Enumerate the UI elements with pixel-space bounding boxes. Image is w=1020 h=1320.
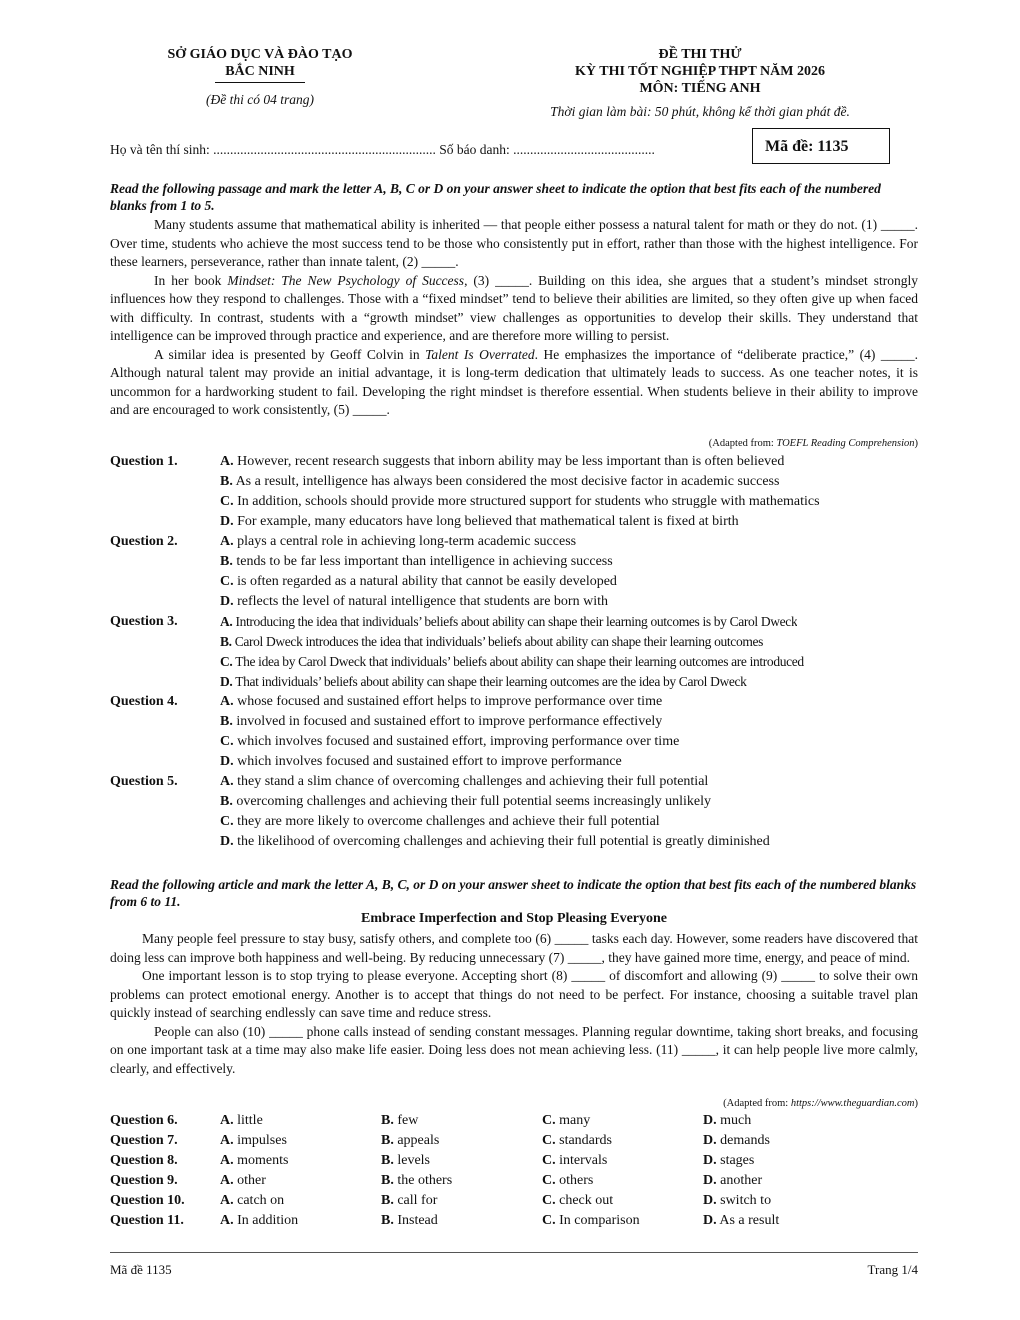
answer-option[interactable] bbox=[220, 592, 608, 612]
dept-name: SỞ GIÁO DỤC VÀ ĐÀO TẠO bbox=[167, 47, 353, 62]
option-letter: C. bbox=[220, 494, 234, 509]
question-label: Question 6. bbox=[110, 1113, 178, 1128]
question-label bbox=[110, 652, 220, 672]
section2-instruction: Read the following article and mark the letter A, B, C, or D on your answer sheet to indicate the option that best fits each of the numbered blanks from 6 to 11. bbox=[110, 877, 917, 909]
question-option-row bbox=[110, 592, 920, 612]
option-text: they are more likely to overcome challenges and achieve their full potential bbox=[233, 814, 660, 829]
footer-divider bbox=[110, 1252, 918, 1253]
passage-paragraph: In her book Mindset: The New Psychology of Success, (3) _____. Building on this idea, she argues that a student’s mindset strongly influences how they respond to challenges. Those with a “fixed mindset” tend to believe their abilities are limited, so they often give up when faced with difficulty. In contrast, students with a “growth mindset” view challenges as opportunities to develop their skills. They understand that intelligence can be improved through practice and experience, and are therefore more willing to persist. bbox=[110, 272, 919, 343]
header-divider bbox=[215, 82, 305, 83]
answer-option[interactable] bbox=[220, 1131, 381, 1151]
passage-paragraph: A similar idea is presented by Geoff Colvin in Talent Is Overrated. He emphasizes the importance of “deliberate practice,” (4) _____. Although natural talent may provide an initial advantage, it is long-term dedication that ultimately leads to success. As one teacher notes, it is uncommon for a hardworking student to fail. Developing the right mindset is therefore essential. When students believe in their ability to improve and are encouraged to work consistently, (5) _____. bbox=[110, 346, 918, 417]
option-text: demands bbox=[720, 1133, 770, 1148]
question-label bbox=[110, 592, 220, 612]
section2-questions bbox=[110, 1111, 920, 1231]
option-text: call for bbox=[397, 1193, 438, 1208]
exam-type: ĐỀ THI THỬ bbox=[658, 47, 742, 62]
option-text: standards bbox=[559, 1133, 613, 1148]
option-letter: A. bbox=[220, 774, 234, 789]
answer-option[interactable] bbox=[220, 1151, 381, 1171]
option-text: whose focused and sustained effort helps to improve performance over time bbox=[233, 694, 663, 709]
option-text: other bbox=[237, 1173, 266, 1188]
option-letter: D. bbox=[703, 1193, 717, 1208]
question-option-row bbox=[110, 672, 920, 692]
option-text: impulses bbox=[237, 1133, 287, 1148]
option-text: Introducing the idea that individuals’ beliefs about ability can shape their learning outcomes is by Carol Dweck bbox=[232, 614, 798, 629]
answer-option[interactable] bbox=[220, 1171, 381, 1191]
answer-option[interactable] bbox=[381, 1131, 542, 1151]
question-option-row bbox=[110, 712, 920, 732]
option-text: little bbox=[237, 1113, 263, 1128]
answer-option[interactable] bbox=[220, 1111, 381, 1131]
option-text: stages bbox=[720, 1153, 755, 1168]
option-letter: C. bbox=[542, 1173, 556, 1188]
question-label: Question 4. bbox=[110, 694, 178, 709]
question-row bbox=[110, 1151, 920, 1171]
candidate-id-field: Số báo danh: .......................................... bbox=[439, 142, 655, 157]
question-option-row bbox=[110, 472, 920, 492]
option-text: The idea by Carol Dweck that individuals’ beliefs about ability can shape their learning outcomes are introduced bbox=[232, 654, 804, 669]
option-letter: C. bbox=[542, 1113, 556, 1128]
option-letter: B. bbox=[381, 1173, 394, 1188]
option-letter: A. bbox=[220, 694, 234, 709]
option-text: which involves focused and sustained effort to improve performance bbox=[233, 754, 622, 769]
question-label: Question 1. bbox=[110, 454, 178, 469]
answer-option[interactable] bbox=[220, 492, 820, 512]
option-letter: A. bbox=[220, 454, 234, 469]
option-letter: D. bbox=[703, 1173, 717, 1188]
option-text: the likelihood of overcoming challenges and achieving their full potential is greatly diminished bbox=[233, 834, 770, 849]
answer-option[interactable] bbox=[220, 652, 804, 672]
question-label: Question 7. bbox=[110, 1133, 178, 1148]
question-option-row bbox=[110, 452, 920, 472]
option-text: few bbox=[397, 1113, 419, 1128]
answer-option[interactable] bbox=[220, 572, 617, 592]
question-label bbox=[110, 732, 220, 752]
pages-note: (Đề thi có 04 trang) bbox=[206, 92, 314, 107]
question-option-row bbox=[110, 512, 920, 532]
exam-subject: MÔN: TIẾNG ANH bbox=[639, 81, 761, 96]
option-letter: A. bbox=[220, 1193, 234, 1208]
option-text: the others bbox=[397, 1173, 453, 1188]
option-letter: B. bbox=[220, 474, 233, 489]
option-text: That individuals’ beliefs about ability can shape their learning outcomes are the idea by Carol Dweck bbox=[232, 674, 747, 689]
answer-option[interactable] bbox=[220, 632, 763, 652]
option-text: involved in focused and sustained effort to improve performance effectively bbox=[232, 714, 663, 729]
question-option-row bbox=[110, 612, 920, 632]
question-label bbox=[110, 552, 220, 572]
option-text: moments bbox=[237, 1153, 289, 1168]
question-option-row bbox=[110, 532, 920, 552]
answer-option[interactable] bbox=[220, 1211, 381, 1231]
question-label: Question 9. bbox=[110, 1173, 178, 1188]
question-label bbox=[110, 792, 220, 812]
section1-instruction: Read the following passage and mark the letter A, B, C or D on your answer sheet to indicate the option that best fits each of the numbered blanks from 1 to 5. bbox=[110, 181, 881, 213]
option-letter: C. bbox=[542, 1193, 556, 1208]
option-text: check out bbox=[559, 1193, 614, 1208]
option-text: plays a central role in achieving long-term academic success bbox=[233, 534, 577, 549]
option-text: catch on bbox=[237, 1193, 285, 1208]
question-label bbox=[110, 472, 220, 492]
question-row bbox=[110, 1191, 920, 1211]
question-label bbox=[110, 832, 220, 852]
answer-option[interactable] bbox=[381, 1191, 542, 1211]
question-row bbox=[110, 1111, 920, 1131]
question-row bbox=[110, 1131, 920, 1151]
option-text: As a result bbox=[719, 1213, 780, 1228]
section1-source: (Adapted from: TOEFL Reading Comprehension) bbox=[708, 438, 918, 449]
question-option-row bbox=[110, 492, 920, 512]
option-text: which involves focused and sustained effort, improving performance over time bbox=[233, 734, 680, 749]
question-option-row bbox=[110, 792, 920, 812]
option-letter: C. bbox=[220, 654, 233, 669]
answer-option[interactable] bbox=[220, 772, 708, 792]
option-letter: B. bbox=[220, 634, 232, 649]
answer-option[interactable] bbox=[220, 712, 662, 732]
question-label bbox=[110, 492, 220, 512]
option-text: As a result, intelligence has always been considered the most decisive factor in academic success bbox=[232, 474, 780, 489]
option-letter: D. bbox=[703, 1113, 717, 1128]
question-option-row bbox=[110, 812, 920, 832]
province-name: BẮC NINH bbox=[225, 64, 295, 79]
question-option-row bbox=[110, 572, 920, 592]
option-letter: B. bbox=[220, 714, 233, 729]
answer-option[interactable] bbox=[703, 1111, 864, 1131]
option-letter: D. bbox=[703, 1213, 717, 1228]
option-letter: C. bbox=[542, 1153, 556, 1168]
issuer-block bbox=[110, 46, 410, 108]
option-text: In addition bbox=[237, 1213, 299, 1228]
question-label bbox=[110, 712, 220, 732]
option-letter: D. bbox=[703, 1133, 717, 1148]
option-text: is often regarded as a natural ability that cannot be easily developed bbox=[233, 574, 617, 589]
answer-option[interactable] bbox=[542, 1131, 703, 1151]
section2-source: (Adapted from: https://www.theguardian.com) bbox=[723, 1098, 918, 1109]
answer-option[interactable] bbox=[220, 672, 747, 692]
option-text: another bbox=[720, 1173, 763, 1188]
option-letter: C. bbox=[220, 574, 234, 589]
question-row bbox=[110, 1171, 920, 1191]
answer-option[interactable] bbox=[703, 1151, 864, 1171]
question-label: Question 8. bbox=[110, 1153, 178, 1168]
question-label bbox=[110, 512, 220, 532]
answer-option[interactable] bbox=[220, 472, 779, 492]
question-label: Question 3. bbox=[110, 614, 178, 629]
option-text: Instead bbox=[397, 1213, 438, 1228]
option-letter: B. bbox=[381, 1133, 394, 1148]
option-text: switch to bbox=[720, 1193, 772, 1208]
option-text: many bbox=[559, 1113, 591, 1128]
section2-passage bbox=[110, 930, 918, 1078]
answer-option[interactable] bbox=[220, 832, 770, 852]
option-letter: D. bbox=[220, 674, 233, 689]
answer-option[interactable] bbox=[381, 1111, 542, 1131]
answer-option[interactable] bbox=[703, 1171, 864, 1191]
question-option-row bbox=[110, 552, 920, 572]
option-letter: A. bbox=[220, 1133, 234, 1148]
answer-option[interactable] bbox=[220, 812, 660, 832]
option-letter: B. bbox=[220, 794, 233, 809]
answer-option[interactable] bbox=[381, 1151, 542, 1171]
answer-option[interactable] bbox=[542, 1171, 703, 1191]
option-text: For example, many educators have long believed that mathematical talent is fixed at birth bbox=[233, 514, 739, 529]
option-text: levels bbox=[397, 1153, 430, 1168]
question-label bbox=[110, 632, 220, 652]
option-letter: D. bbox=[220, 754, 234, 769]
answer-option[interactable] bbox=[703, 1191, 864, 1211]
answer-option[interactable] bbox=[220, 512, 739, 532]
passage-paragraph: Many students assume that mathematical ability is inherited — that people either possess a natural talent for math or they do not. (1) _____. Over time, students who achieve the most success tend to be those who consistently put in effort, rather than those with the highest intelligence. For these learners, perseverance, rather than innate talent, (2) _____. bbox=[110, 217, 918, 269]
question-label: Question 2. bbox=[110, 534, 178, 549]
question-row bbox=[110, 1211, 920, 1231]
time-note: Thời gian làm bài: 50 phút, không kể thời gian phát đề. bbox=[550, 104, 850, 119]
question-option-row bbox=[110, 772, 920, 792]
passage-paragraph: Many people feel pressure to stay busy, satisfy others, and complete too (6) _____ tasks each day. However, some readers have discovered that doing less can improve both happiness and well-being. By reducing unnecessary (7) _____, they have gained more time, energy, and peace of mind. bbox=[110, 931, 918, 965]
question-option-row bbox=[110, 692, 920, 712]
question-label bbox=[110, 672, 220, 692]
option-letter: C. bbox=[542, 1213, 556, 1228]
exam-title-block bbox=[470, 46, 930, 120]
option-letter: B. bbox=[381, 1153, 394, 1168]
option-letter: B. bbox=[220, 554, 233, 569]
answer-option[interactable] bbox=[542, 1211, 703, 1231]
page-number: Trang 1/4 bbox=[867, 1262, 918, 1277]
answer-option[interactable] bbox=[220, 792, 711, 812]
book-title: Talent Is Overrated bbox=[425, 346, 535, 362]
question-option-row bbox=[110, 832, 920, 852]
option-letter: C. bbox=[220, 734, 234, 749]
question-option-row bbox=[110, 732, 920, 752]
option-letter: D. bbox=[220, 834, 234, 849]
passage-paragraph: One important lesson is to stop trying to please everyone. Accepting short (8) _____ of discomfort and allowing (9) _____ to solve their own problems can protect emotional energy. Another is to accept that things do not need to be perfect. For instance, choosing a suitable travel plan quickly instead of searching endlessly can save time and reduce stress. bbox=[110, 968, 918, 1020]
option-letter: D. bbox=[703, 1153, 717, 1168]
answer-option[interactable] bbox=[703, 1131, 864, 1151]
answer-option[interactable] bbox=[220, 452, 784, 472]
answer-option[interactable] bbox=[220, 612, 797, 632]
answer-option[interactable] bbox=[381, 1211, 542, 1231]
answer-option[interactable] bbox=[220, 732, 679, 752]
option-text: reflects the level of natural intelligence that students are born with bbox=[233, 594, 608, 609]
question-option-row bbox=[110, 652, 920, 672]
option-text: tends to be far less important than intelligence in achieving success bbox=[232, 554, 613, 569]
answer-option[interactable] bbox=[542, 1191, 703, 1211]
option-letter: D. bbox=[220, 594, 234, 609]
option-text: intervals bbox=[559, 1153, 608, 1168]
section1-passage bbox=[110, 216, 918, 420]
answer-option[interactable] bbox=[220, 752, 622, 772]
option-letter: A. bbox=[220, 1113, 234, 1128]
option-letter: A. bbox=[220, 1153, 234, 1168]
question-label: Question 10. bbox=[110, 1193, 185, 1208]
option-letter: A. bbox=[220, 1173, 234, 1188]
question-label bbox=[110, 812, 220, 832]
footer-exam-code: Mã đề 1135 bbox=[110, 1262, 172, 1277]
option-text: they stand a slim chance of overcoming challenges and achieving their full potential bbox=[233, 774, 709, 789]
candidate-info bbox=[110, 142, 655, 158]
answer-option[interactable] bbox=[220, 552, 613, 572]
option-letter: B. bbox=[381, 1193, 394, 1208]
option-text: appeals bbox=[397, 1133, 440, 1148]
article-title: Embrace Imperfection and Stop Pleasing Everyone bbox=[360, 911, 668, 926]
option-letter: C. bbox=[542, 1133, 556, 1148]
option-letter: B. bbox=[381, 1213, 394, 1228]
question-option-row bbox=[110, 752, 920, 772]
exam-code-box: Mã đề: 1135 bbox=[752, 128, 890, 164]
option-letter: D. bbox=[220, 514, 234, 529]
answer-option[interactable] bbox=[542, 1111, 703, 1131]
option-text: In addition, schools should provide more structured support for students who struggle with mathematics bbox=[233, 494, 820, 509]
question-label: Question 5. bbox=[110, 774, 178, 789]
question-label bbox=[110, 752, 220, 772]
option-text: In comparison bbox=[559, 1213, 640, 1228]
option-letter: C. bbox=[220, 814, 234, 829]
option-text: others bbox=[559, 1173, 594, 1188]
answer-option[interactable] bbox=[220, 532, 576, 552]
answer-option[interactable] bbox=[542, 1151, 703, 1171]
answer-option[interactable] bbox=[220, 1191, 381, 1211]
section1-questions bbox=[110, 452, 920, 852]
option-letter: A. bbox=[220, 1213, 234, 1228]
option-text: Carol Dweck introduces the idea that individuals’ beliefs about ability can shape their learning outcomes bbox=[231, 634, 764, 649]
answer-option[interactable] bbox=[381, 1171, 542, 1191]
exam-name: KỲ THI TỐT NGHIỆP THPT NĂM 2026 bbox=[575, 64, 825, 79]
option-letter: A. bbox=[220, 534, 234, 549]
option-text: However, recent research suggests that inborn ability may be less important than is often believed bbox=[233, 454, 785, 469]
option-text: overcoming challenges and achieving their full potential seems increasingly unlikely bbox=[232, 794, 712, 809]
option-letter: A. bbox=[220, 614, 233, 629]
question-label bbox=[110, 572, 220, 592]
answer-option[interactable] bbox=[703, 1211, 864, 1231]
option-text: much bbox=[720, 1113, 752, 1128]
passage-paragraph: People can also (10) _____ phone calls instead of sending constant messages. Planning regular downtime, taking short breaks, and focusing on one important task at a time may also make life easier. Doing less does not mean achieving less. (11) _____, it can help people live more calmly, clearly, and effectively. bbox=[110, 1023, 918, 1076]
candidate-name-field: Họ và tên thí sinh: .................................................................. bbox=[110, 142, 436, 157]
option-letter: B. bbox=[381, 1113, 394, 1128]
answer-option[interactable] bbox=[220, 692, 662, 712]
question-label: Question 11. bbox=[110, 1213, 184, 1228]
book-title: Mindset: The New Psychology of Success bbox=[227, 272, 465, 288]
question-option-row bbox=[110, 632, 920, 652]
